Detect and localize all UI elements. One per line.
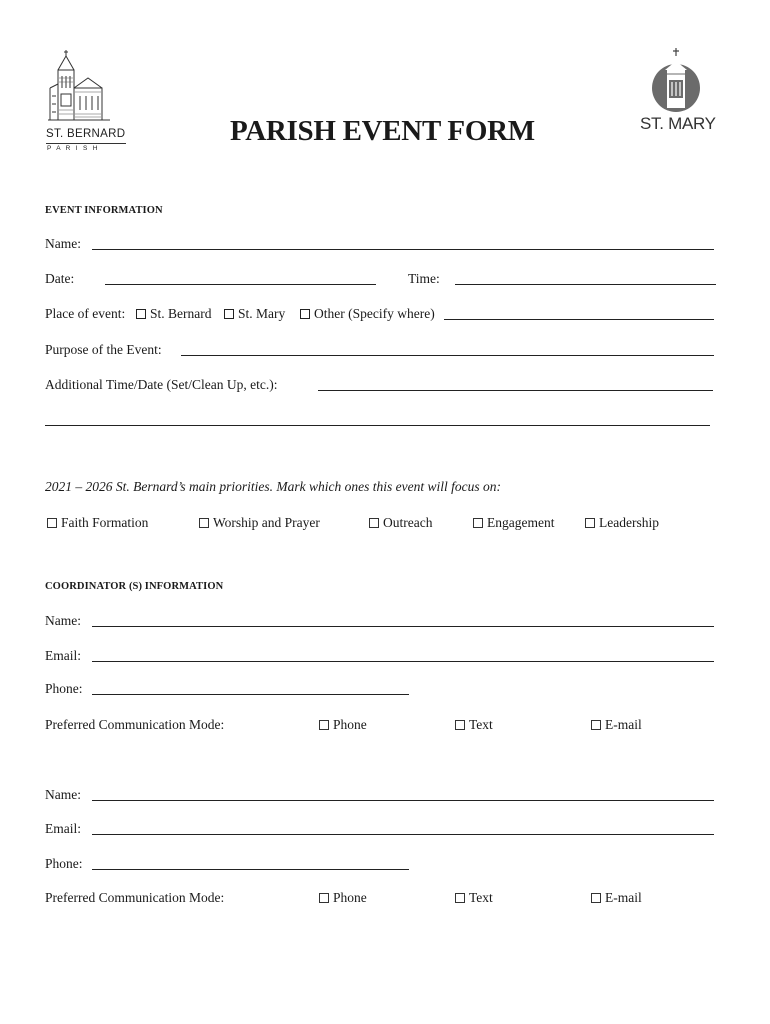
event-date-field[interactable] — [105, 284, 376, 285]
coordinator-1-email-label: Email: — [45, 648, 81, 663]
place-option-label: St. Mary — [238, 306, 286, 321]
coordinator-2-comm-email[interactable] — [591, 890, 642, 906]
coordinator-1-name-field[interactable] — [92, 626, 714, 627]
st-bernard-name: ST. BERNARD — [46, 128, 126, 140]
coordinator-2-phone-field[interactable] — [92, 869, 409, 870]
checkbox[interactable] — [319, 893, 329, 903]
priority-faith-formation[interactable] — [47, 515, 148, 531]
checkbox[interactable] — [455, 720, 465, 730]
priority-label: Engagement — [487, 515, 555, 530]
comm-option-label: Phone — [333, 717, 367, 732]
checkbox[interactable] — [585, 518, 595, 528]
checkbox[interactable] — [473, 518, 483, 528]
coordinator-2-name-label: Name: — [45, 787, 81, 802]
coordinator-1-phone-label: Phone: — [45, 681, 83, 696]
comm-option-label: Text — [469, 717, 493, 732]
event-time-field[interactable] — [455, 284, 716, 285]
place-option-label: St. Bernard — [150, 306, 212, 321]
place-option-label: Other (Specify where) — [314, 306, 435, 321]
comm-option-label: E-mail — [605, 890, 642, 905]
place-of-event-label: Place of event: — [45, 306, 126, 321]
coordinator-1-comm-email[interactable] — [591, 717, 642, 733]
priority-label: Outreach — [383, 515, 433, 530]
coordinator-1-name-label: Name: — [45, 613, 81, 628]
coordinator-2-phone-label: Phone: — [45, 856, 83, 871]
comm-option-label: E-mail — [605, 717, 642, 732]
event-date-label: Date: — [45, 271, 75, 286]
additional-time-field[interactable] — [318, 390, 713, 391]
priorities-prompt: 2021 – 2026 St. Bernard’s main priorities. Mark which ones this event will focus on: — [45, 479, 501, 494]
checkbox[interactable] — [224, 309, 234, 319]
coordinator-2-comm-label: Preferred Communication Mode: — [45, 890, 225, 905]
st-bernard-divider — [46, 143, 126, 144]
bell-tower-icon — [650, 46, 702, 116]
checkbox[interactable] — [455, 893, 465, 903]
priority-label: Worship and Prayer — [213, 515, 320, 530]
page-title: PARISH EVENT FORM — [230, 115, 535, 147]
checkbox[interactable] — [47, 518, 57, 528]
place-other-field[interactable] — [444, 319, 714, 320]
coordinator-1-comm-text[interactable] — [455, 717, 493, 733]
purpose-field[interactable] — [181, 355, 714, 356]
st-mary-logo — [636, 46, 716, 138]
event-name-label: Name: — [45, 236, 81, 251]
coordinator-1-phone-field[interactable] — [92, 694, 409, 695]
coordinator-1-email-field[interactable] — [92, 661, 714, 662]
additional-time-label: Additional Time/Date (Set/Clean Up, etc.): — [45, 377, 278, 392]
additional-time-field-line-2[interactable] — [45, 425, 710, 426]
place-option-other[interactable] — [300, 306, 435, 322]
priority-leadership[interactable] — [585, 515, 659, 531]
priority-worship-and-prayer[interactable] — [199, 515, 320, 531]
coordinator-1-comm-label: Preferred Communication Mode: — [45, 717, 225, 732]
priority-outreach[interactable] — [369, 515, 432, 531]
checkbox[interactable] — [319, 720, 329, 730]
coordinator-2-email-label: Email: — [45, 821, 81, 836]
checkbox[interactable] — [591, 893, 601, 903]
comm-option-label: Phone — [333, 890, 367, 905]
event-name-field[interactable] — [92, 249, 714, 250]
event-time-label: Time: — [408, 271, 440, 286]
priority-engagement[interactable] — [473, 515, 554, 531]
purpose-label: Purpose of the Event: — [45, 342, 162, 357]
checkbox[interactable] — [136, 309, 146, 319]
st-bernard-logo — [40, 48, 132, 156]
coordinator-2-name-field[interactable] — [92, 800, 714, 801]
checkbox[interactable] — [199, 518, 209, 528]
priority-label: Faith Formation — [61, 515, 149, 530]
st-bernard-parish: P A R I S H — [47, 145, 100, 152]
place-option-st-mary[interactable] — [224, 306, 285, 322]
place-option-st-bernard[interactable] — [136, 306, 212, 322]
comm-option-label: Text — [469, 890, 493, 905]
coordinator-2-comm-phone[interactable] — [319, 890, 367, 906]
coordinator-2-email-field[interactable] — [92, 834, 714, 835]
section-heading-coordinator: COORDINATOR (S) INFORMATION — [45, 581, 224, 592]
section-heading-event: EVENT INFORMATION — [45, 205, 163, 216]
checkbox[interactable] — [300, 309, 310, 319]
coordinator-1-comm-phone[interactable] — [319, 717, 367, 733]
checkbox[interactable] — [369, 518, 379, 528]
church-icon — [44, 48, 114, 126]
checkbox[interactable] — [591, 720, 601, 730]
st-mary-name: ST. MARY — [640, 114, 716, 133]
coordinator-2-comm-text[interactable] — [455, 890, 493, 906]
priority-label: Leadership — [599, 515, 659, 530]
